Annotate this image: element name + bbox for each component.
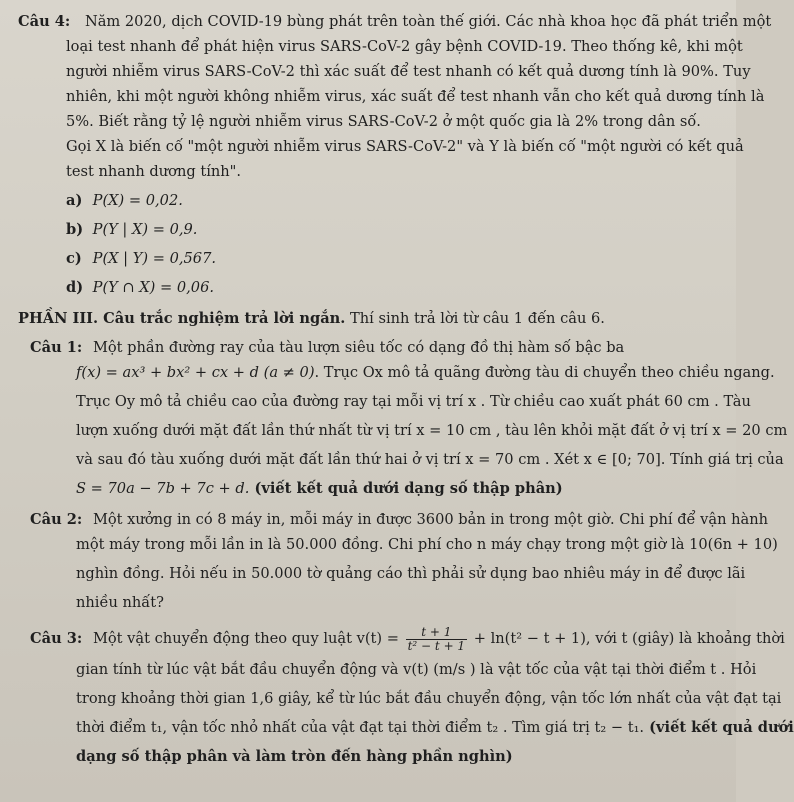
question-2-line: nhiều nhất? — [76, 594, 164, 611]
question-4-line: 5%. Biết rằng tỷ lệ người nhiễm virus SARS-CoV-2 ở một quốc gia là 2% trong dân số. — [66, 113, 701, 130]
option-d-text: P(Y ∩ X) = 0,06. — [92, 279, 215, 296]
fraction-numerator: t + 1 — [406, 626, 467, 640]
question-1-line: lượn xuống dưới mặt đất lần thứ nhất từ vị trí x = 10 cm , tàu lên khỏi mặt đất ở vị trí x = 20 cm — [76, 422, 788, 439]
section-3-heading — [18, 309, 720, 328]
question-1-line: Một phần đường ray của tàu lượn siêu tốc có dạng đồ thị hàm số bậc ba — [92, 339, 625, 356]
question-3-line: trong khoảng thời gian 1,6 giây, kể từ lúc bắt đầu chuyển động, vận tốc lớn nhất của vật đạt tại — [76, 690, 782, 707]
question-3-label: Câu 3: — [30, 630, 83, 647]
question-2-line: một máy trong mỗi lần in là 50.000 đồng. Chi phí cho n máy chạy trong một giờ là 10(6n + 10) — [76, 536, 778, 553]
question-1-line: Trục Oy mô tả chiều cao của đường ray tại mỗi vị trí x . Từ chiều cao xuất phát 60 cm . Tàu — [76, 393, 751, 410]
question-4-line: Gọi X là biến cố "một người nhiễm virus SARS-CoV-2" và Y là biến cố "một người có kết quả — [66, 138, 744, 155]
question-1-line: . Trục Ox mô tả quãng đường tàu di chuyển theo chiều ngang. — [314, 364, 775, 381]
option-d — [18, 278, 720, 297]
section-3-subtitle: Thí sinh trả lời từ câu 1 đến câu 6. — [345, 310, 605, 327]
sum-formula: S = 70a − 7b + 7c + d. — [76, 480, 250, 497]
option-a-label: a) — [66, 192, 83, 209]
question-4 — [18, 12, 772, 297]
option-c — [18, 249, 720, 268]
question-3-line: Một vật chuyển động theo quy luật v(t) = — [92, 630, 399, 647]
question-4-line: người nhiễm virus SARS-CoV-2 thì xác suất để test nhanh có kết quả dương tính là 90%. Tuy — [66, 63, 751, 80]
option-a-text: P(X) = 0,02. — [92, 192, 183, 209]
question-4-line: Năm 2020, dịch COVID-19 bùng phát trên toàn thế giới. Các nhà khoa học đã phát triển một — [84, 13, 772, 30]
option-c-text: P(X | Y) = 0,567. — [92, 250, 216, 267]
question-2 — [18, 510, 778, 612]
option-c-label: c) — [66, 250, 82, 267]
question-4-line: loại test nhanh để phát hiện virus SARS-CoV-2 gây bệnh COVID-19. Theo thống kê, khi một — [66, 38, 743, 55]
question-2-label: Câu 2: — [30, 511, 83, 528]
option-d-label: d) — [66, 279, 84, 296]
fraction-denominator: t² − t + 1 — [407, 638, 466, 653]
question-3-line: gian tính từ lúc vật bắt đầu chuyển động và v(t) (m/s ) là vật tốc của vật tại thời điểm t . Hỏi — [76, 661, 757, 678]
option-a — [18, 191, 720, 210]
section-3-title: PHẦN III. Câu trắc nghiệm trả lời ngắn. — [18, 310, 346, 327]
velocity-fraction — [406, 626, 467, 653]
question-1 — [18, 338, 788, 498]
question-4-label: Câu 4: — [18, 13, 71, 30]
question-1-label: Câu 1: — [30, 339, 83, 356]
question-3-note: (viết kết quả dưới — [644, 719, 794, 736]
question-3 — [18, 624, 794, 766]
question-3-line: thời điểm t₁, vận tốc nhỏ nhất của vật đạt tại thời điểm t₂ . Tìm giá trị t₂ − t₁. — [76, 719, 645, 736]
question-4-line: nhiên, khi một người không nhiễm virus, xác suất để test nhanh vẫn cho kết quả dương tính là — [66, 88, 765, 105]
question-1-note: (viết kết quả dưới dạng số thập phân) — [249, 480, 563, 497]
option-b-label: b) — [66, 221, 84, 238]
option-b — [18, 220, 720, 239]
question-3-line: + ln(t² − t + 1), với t (giây) là khoảng thời — [473, 630, 785, 647]
question-1-line: và sau đó tàu xuống dưới mặt đất lần thứ hai ở vị trí x = 70 cm . Xét x ∈ [0; 70]. Tính giá trị của — [76, 451, 784, 468]
question-3-note-end: dạng số thập phân và làm tròn đến hàng phần nghìn) — [76, 748, 513, 765]
question-4-line: test nhanh dương tính". — [66, 163, 242, 180]
cubic-formula: f(x) = ax³ + bx² + cx + d (a ≠ 0) — [76, 364, 315, 381]
question-2-line: nghìn đồng. Hỏi nếu in 50.000 tờ quảng cáo thì phải sử dụng bao nhiêu máy in để được lãi — [76, 565, 746, 582]
option-b-text: P(Y | X) = 0,9. — [92, 221, 198, 238]
question-2-line: Một xưởng in có 8 máy in, mỗi máy in được 3600 bản in trong một giờ. Chi phí để vận hành — [92, 511, 769, 528]
